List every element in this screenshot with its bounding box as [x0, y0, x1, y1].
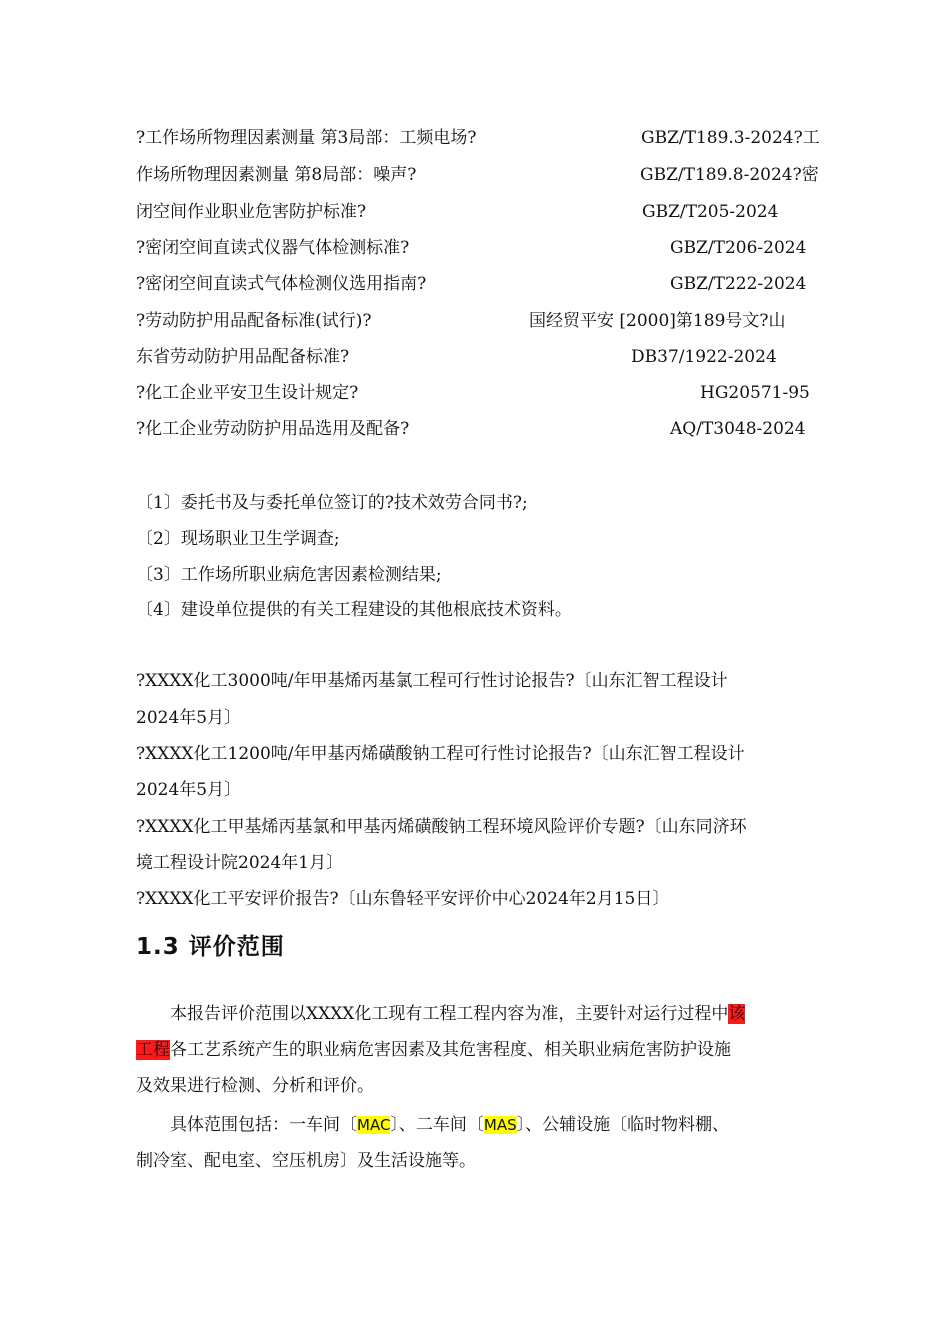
standard-line [136, 308, 816, 334]
reference-line: ?XXXX化工3000吨/年甲基烯丙基氯工程可行性讨论报告?〔山东汇智工程设计 [136, 671, 728, 691]
standard-line [136, 380, 816, 406]
basis-item: 〔4〕建设单位提供的有关工程建设的其他根底技术资料。 [136, 600, 572, 620]
scope-detail-paragraph [136, 1107, 816, 1179]
scope-paragraph-line [136, 1068, 816, 1104]
standard-line [136, 162, 819, 188]
standard-code: AQ/T3048-2024 [670, 419, 806, 439]
highlighted-text: 工程 [136, 1040, 170, 1060]
standard-line [136, 416, 816, 442]
standard-code: DB37/1922-2024 [631, 347, 777, 367]
scope-text: 〕、公辅设施〔临时物料棚、 [516, 1115, 730, 1135]
scope-text: 各工艺系统产生的职业病危害因素及其危害程度、相关职业病危害防护设施 [170, 1040, 731, 1060]
scope-text: 制冷室、配电室、空压机房〕及生活设施等。 [136, 1151, 476, 1171]
highlighted-text: 该 [728, 1004, 746, 1024]
standard-title: 作场所物理因素测量 第8局部：噪声? [136, 165, 417, 185]
standard-title: 东省劳动防护用品配备标准? [136, 347, 350, 367]
standard-code: GBZ/T189.3-2024?工 [641, 128, 820, 148]
scope-text: 本报告评价范围以XXXX化工现有工程工程内容为准，主要针对运行过程中 [170, 1004, 729, 1024]
standard-title: ?密闭空间直读式气体检测仪选用指南? [136, 274, 427, 294]
standard-line [136, 235, 816, 261]
reference-line: ?XXXX化工平安评价报告?〔山东鲁轻平安评价中心2024年2月15日〕 [136, 889, 670, 909]
scope-text: 〕、二车间〔 [390, 1115, 484, 1135]
standard-line [136, 125, 820, 151]
standard-title: ?化工企业劳动防护用品选用及配备? [136, 419, 410, 439]
standard-code: GBZ/T222-2024 [670, 274, 807, 294]
scope-paragraph-line [136, 1107, 816, 1143]
section-heading: 1.3 评价范围 [136, 934, 285, 960]
standard-title: ?密闭空间直读式仪器气体检测标准? [136, 238, 410, 258]
scope-text: 及效果进行检测、分析和评价。 [136, 1076, 374, 1096]
basis-item: 〔1〕委托书及与委托单位签订的?技术效劳合同书?; [136, 493, 528, 513]
standard-code: GBZ/T205-2024 [642, 202, 779, 222]
standard-title: 闭空间作业职业危害防护标准? [136, 202, 367, 222]
reference-line: 2024年5月〕 [136, 780, 242, 800]
standard-title: ?化工企业平安卫生设计规定? [136, 383, 359, 403]
standard-title: ?劳动防护用品配备标准(试行)? [136, 311, 372, 331]
scope-paragraph [136, 996, 816, 1104]
scope-paragraph-line [136, 996, 816, 1032]
scope-paragraph-line [136, 1032, 816, 1068]
reference-line: ?XXXX化工甲基烯丙基氯和甲基丙烯磺酸钠工程环境风险评价专题?〔山东同济环 [136, 817, 747, 837]
reference-line: 2024年5月〕 [136, 708, 242, 728]
standard-title: ?工作场所物理因素测量 第3局部：工频电场? [136, 128, 477, 148]
standard-line [136, 271, 816, 297]
scope-paragraph-line [136, 1143, 816, 1179]
scope-text: 具体范围包括：一车间〔 [170, 1115, 357, 1135]
standard-code: GBZ/T206-2024 [670, 238, 807, 258]
highlighted-text: MAC [357, 1116, 391, 1134]
standard-code: 国经贸平安 [2000]第189号文?山 [529, 311, 786, 331]
standard-code: HG20571-95 [700, 383, 810, 403]
standard-line [136, 344, 816, 370]
standard-code: GBZ/T189.8-2024?密 [640, 165, 819, 185]
standard-line [136, 199, 816, 225]
basis-item: 〔3〕工作场所职业病危害因素检测结果; [136, 565, 442, 585]
highlighted-text: MAS [483, 1116, 517, 1134]
reference-line: ?XXXX化工1200吨/年甲基丙烯磺酸钠工程可行性讨论报告?〔山东汇智工程设计 [136, 744, 745, 764]
reference-line: 境工程设计院2024年1月〕 [136, 853, 344, 873]
basis-item: 〔2〕现场职业卫生学调查; [136, 529, 340, 549]
